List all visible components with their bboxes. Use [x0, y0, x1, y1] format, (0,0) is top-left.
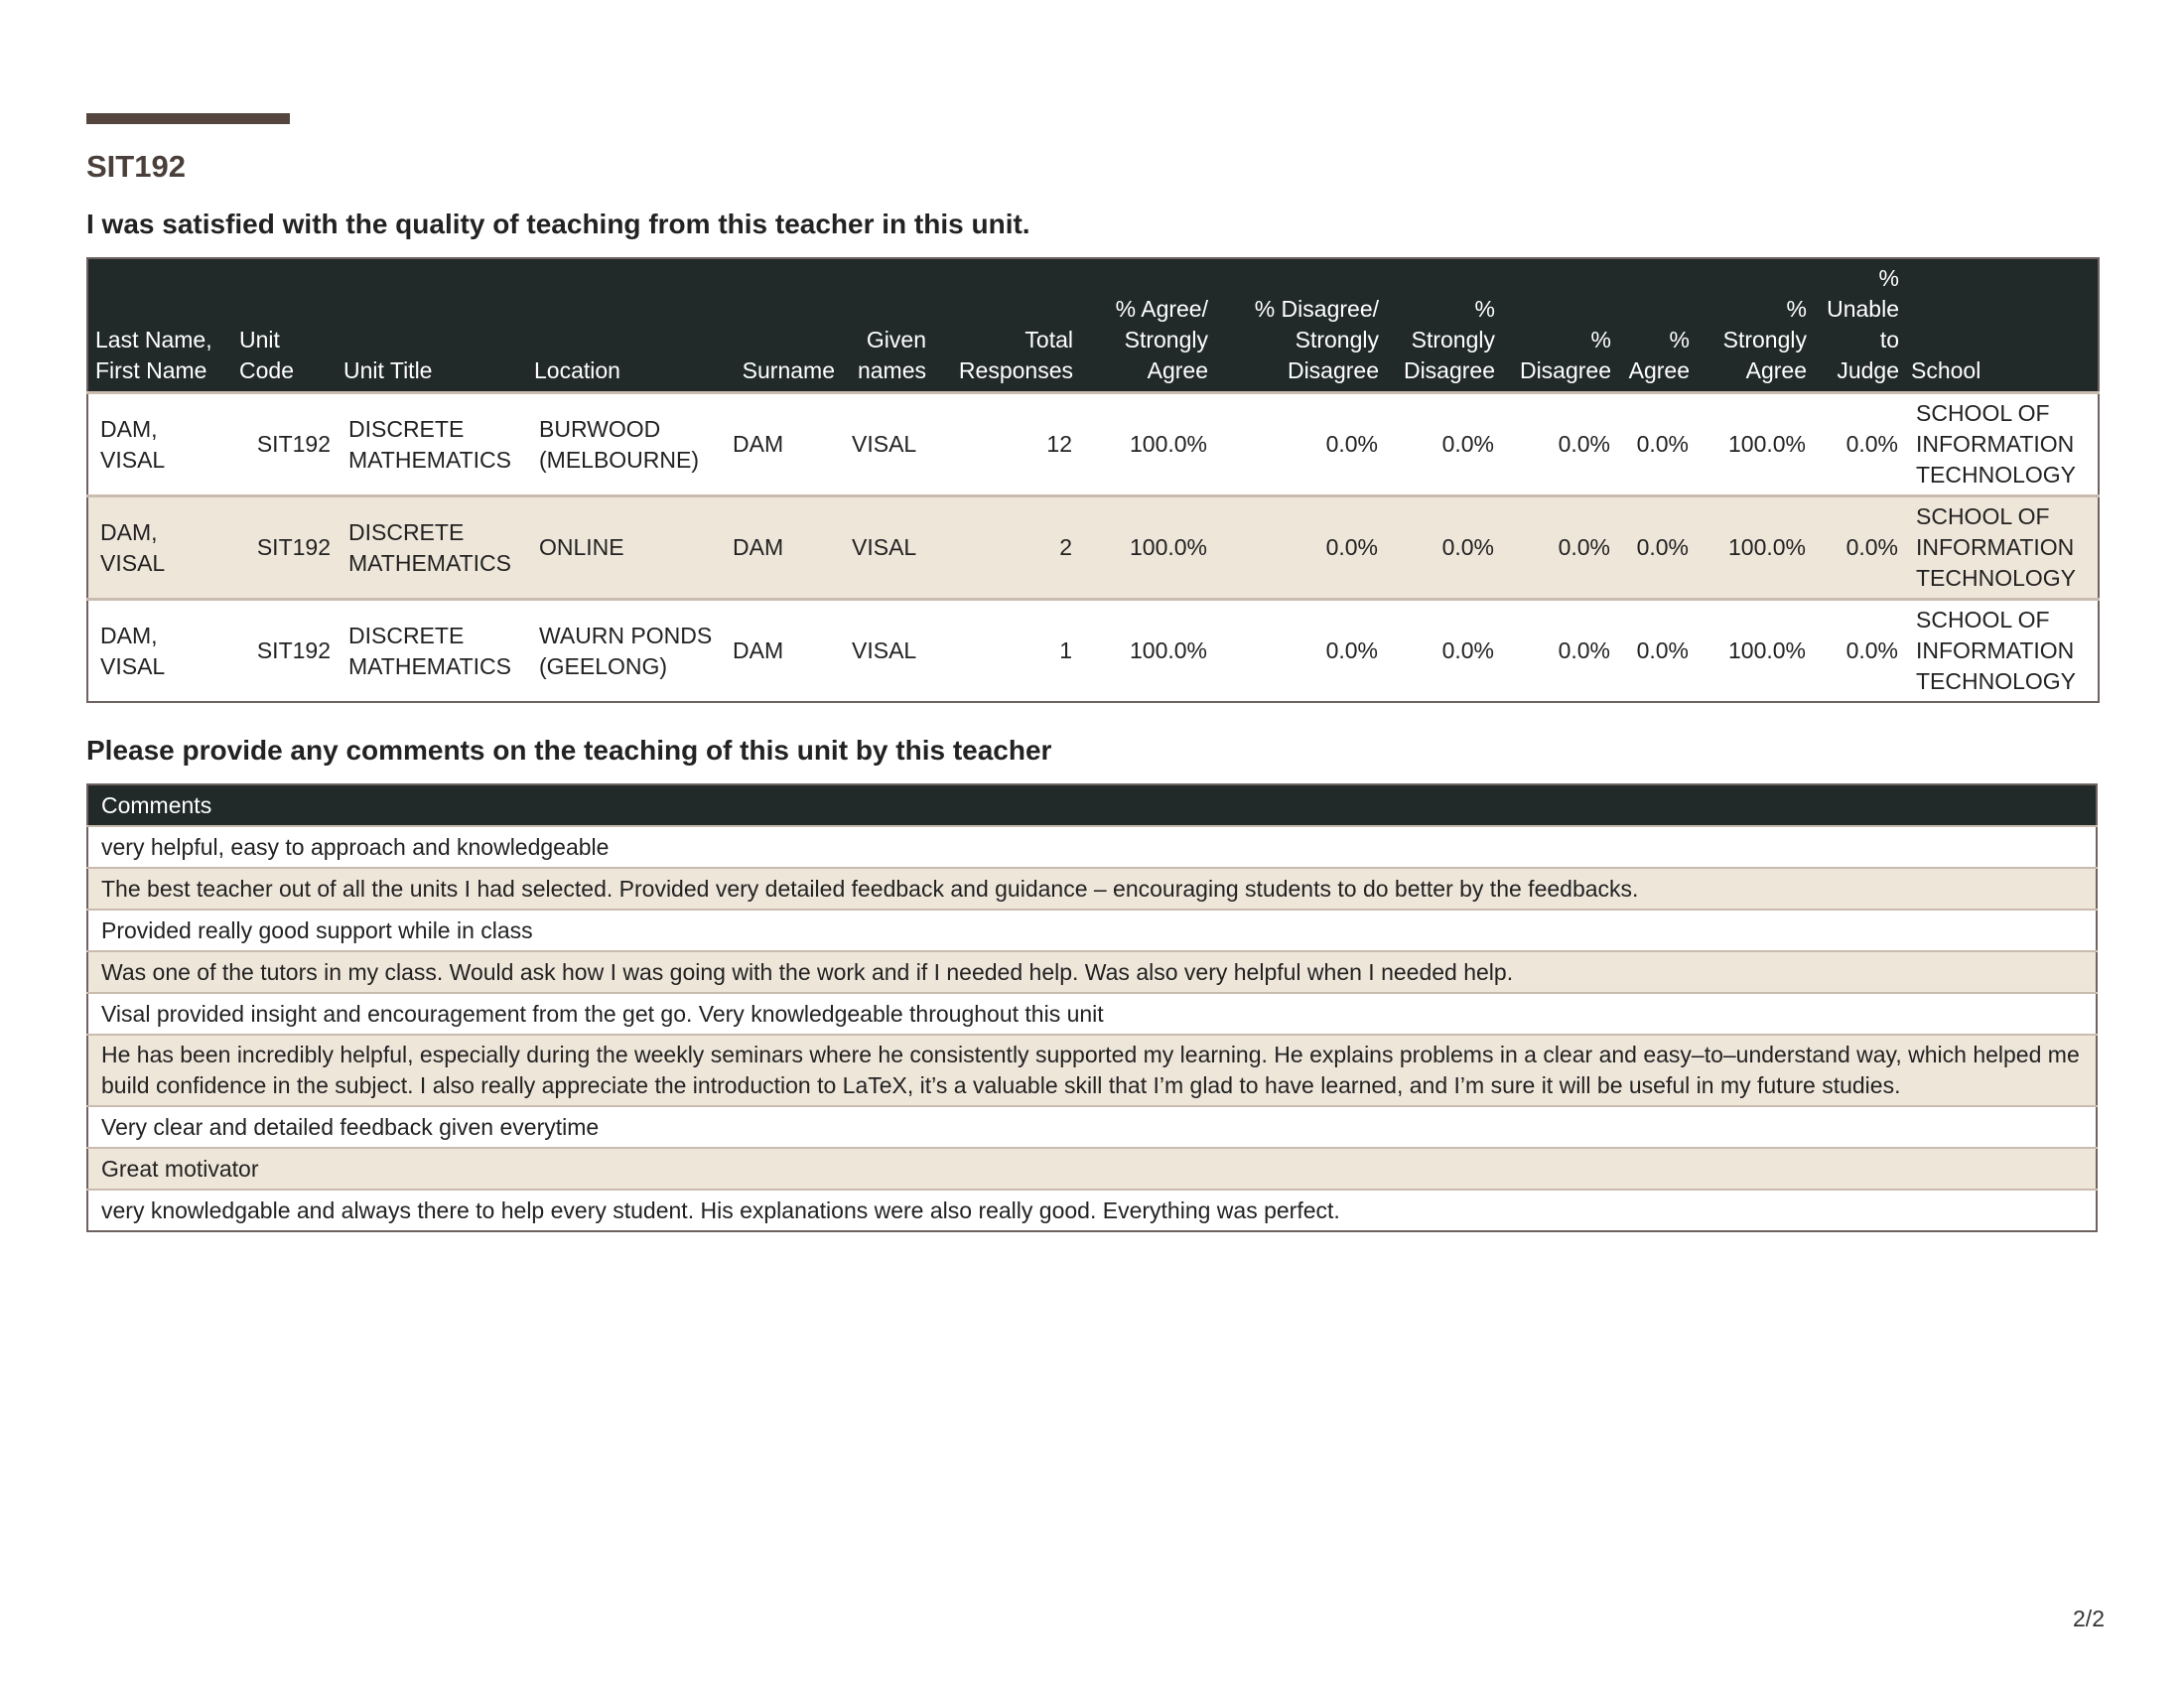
table-cell: DAM: [721, 600, 840, 703]
column-header: % Agree: [1616, 258, 1695, 393]
results-header-row: [87, 258, 2099, 393]
comments-table: [86, 783, 2098, 1232]
comment-text: very knowledgable and always there to help every student. His explanations were also really good. Everything was perfect.: [87, 1190, 2097, 1231]
table-cell: DISCRETE MATHEMATICS: [337, 496, 527, 600]
table-cell: DAM, VISAL: [87, 393, 232, 496]
table-cell: WAURN PONDS (GEELONG): [527, 600, 721, 703]
table-cell: VISAL: [840, 496, 931, 600]
table-cell: DAM, VISAL: [87, 496, 232, 600]
page-number: 2/2: [2073, 1606, 2105, 1631]
comment-row: [87, 951, 2097, 993]
table-cell: DISCRETE MATHEMATICS: [337, 393, 527, 496]
comments-header-row: [87, 784, 2097, 826]
table-cell: SCHOOL OF INFORMATION TECHNOLOGY: [1904, 600, 2099, 703]
table-cell: DAM: [721, 496, 840, 600]
table-cell: SIT192: [232, 600, 337, 703]
column-header: % Strongly Agree: [1695, 258, 1812, 393]
table-cell: SCHOOL OF INFORMATION TECHNOLOGY: [1904, 496, 2099, 600]
table-cell: 0.0%: [1384, 600, 1500, 703]
column-header: Surname: [721, 258, 840, 393]
table-cell: 0.0%: [1500, 393, 1616, 496]
column-header: School: [1904, 258, 2099, 393]
table-cell: 100.0%: [1695, 600, 1812, 703]
table-cell: 0.0%: [1213, 600, 1384, 703]
table-cell: 0.0%: [1384, 496, 1500, 600]
column-header: % Disagree: [1500, 258, 1616, 393]
comment-text: Very clear and detailed feedback given everytime: [87, 1106, 2097, 1148]
table-cell: BURWOOD (MELBOURNE): [527, 393, 721, 496]
comment-text: Visal provided insight and encouragement from the get go. Very knowledgeable throughout this unit: [87, 993, 2097, 1035]
table-cell: 0.0%: [1812, 600, 1904, 703]
table-cell: 0.0%: [1213, 393, 1384, 496]
table-cell: 100.0%: [1078, 496, 1213, 600]
table-cell: 0.0%: [1500, 496, 1616, 600]
table-cell: 0.0%: [1812, 496, 1904, 600]
column-header: Last Name, First Name: [87, 258, 232, 393]
table-cell: 100.0%: [1078, 600, 1213, 703]
column-header: Location: [527, 258, 721, 393]
table-cell: 1: [931, 600, 1078, 703]
table-cell: 0.0%: [1384, 393, 1500, 496]
table-cell: DISCRETE MATHEMATICS: [337, 600, 527, 703]
table-cell: DAM: [721, 393, 840, 496]
table-cell: ONLINE: [527, 496, 721, 600]
table-cell: 0.0%: [1213, 496, 1384, 600]
comment-text: Provided really good support while in class: [87, 910, 2097, 951]
table-cell: 0.0%: [1812, 393, 1904, 496]
table-cell: 100.0%: [1078, 393, 1213, 496]
table-cell: VISAL: [840, 393, 931, 496]
table-cell: 100.0%: [1695, 393, 1812, 496]
column-header: % Disagree/ Strongly Disagree: [1213, 258, 1384, 393]
table-cell: 0.0%: [1500, 600, 1616, 703]
table-cell: SIT192: [232, 496, 337, 600]
column-header: % Strongly Disagree: [1384, 258, 1500, 393]
comment-row: [87, 826, 2097, 868]
column-header: Total Responses: [931, 258, 1078, 393]
comment-row: [87, 1106, 2097, 1148]
comment-text: Great motivator: [87, 1148, 2097, 1190]
comment-row: [87, 868, 2097, 910]
comment-text: The best teacher out of all the units I had selected. Provided very detailed feedback and guidance – encouraging students to do better by the feedbacks.: [87, 868, 2097, 910]
comment-text: Was one of the tutors in my class. Would ask how I was going with the work and if I needed help. Was also very helpful when I needed help.: [87, 951, 2097, 993]
table-row: [87, 496, 2099, 600]
comment-row: [87, 1190, 2097, 1231]
table-cell: 2: [931, 496, 1078, 600]
comments-header: Comments: [87, 784, 2097, 826]
table-cell: 12: [931, 393, 1078, 496]
table-cell: 0.0%: [1616, 393, 1695, 496]
comment-row: [87, 1148, 2097, 1190]
table-cell: 0.0%: [1616, 600, 1695, 703]
column-header: % Agree/ Strongly Agree: [1078, 258, 1213, 393]
question-heading: I was satisfied with the quality of teaching from this teacher in this unit.: [86, 209, 1030, 239]
comment-text: very helpful, easy to approach and knowledgeable: [87, 826, 2097, 868]
table-cell: VISAL: [840, 600, 931, 703]
comments-question-heading: Please provide any comments on the teaching of this unit by this teacher: [86, 735, 1052, 766]
column-header: Given names: [840, 258, 931, 393]
table-cell: 100.0%: [1695, 496, 1812, 600]
results-table: [86, 257, 2100, 703]
unit-code-heading: SIT192: [86, 149, 186, 184]
table-row: [87, 393, 2099, 496]
comment-row: [87, 1035, 2097, 1106]
column-header: Unit Code: [232, 258, 337, 393]
table-cell: DAM, VISAL: [87, 600, 232, 703]
table-cell: 0.0%: [1616, 496, 1695, 600]
table-row: [87, 600, 2099, 703]
comment-text: He has been incredibly helpful, especially during the weekly seminars where he consistently supported my learning. He explains problems in a clear and easy–to–understand way, which helped me build confidence in the subject. I also really appreciate the introduction to LaTeX, it’s a valuable skill that I’m glad to have learned, and I’m sure it will be useful in my future studies.: [87, 1035, 2097, 1106]
column-header: % Unable to Judge: [1812, 258, 1904, 393]
column-header: Unit Title: [337, 258, 527, 393]
comment-row: [87, 910, 2097, 951]
comment-row: [87, 993, 2097, 1035]
table-cell: SIT192: [232, 393, 337, 496]
table-cell: SCHOOL OF INFORMATION TECHNOLOGY: [1904, 393, 2099, 496]
accent-bar: [86, 113, 290, 124]
